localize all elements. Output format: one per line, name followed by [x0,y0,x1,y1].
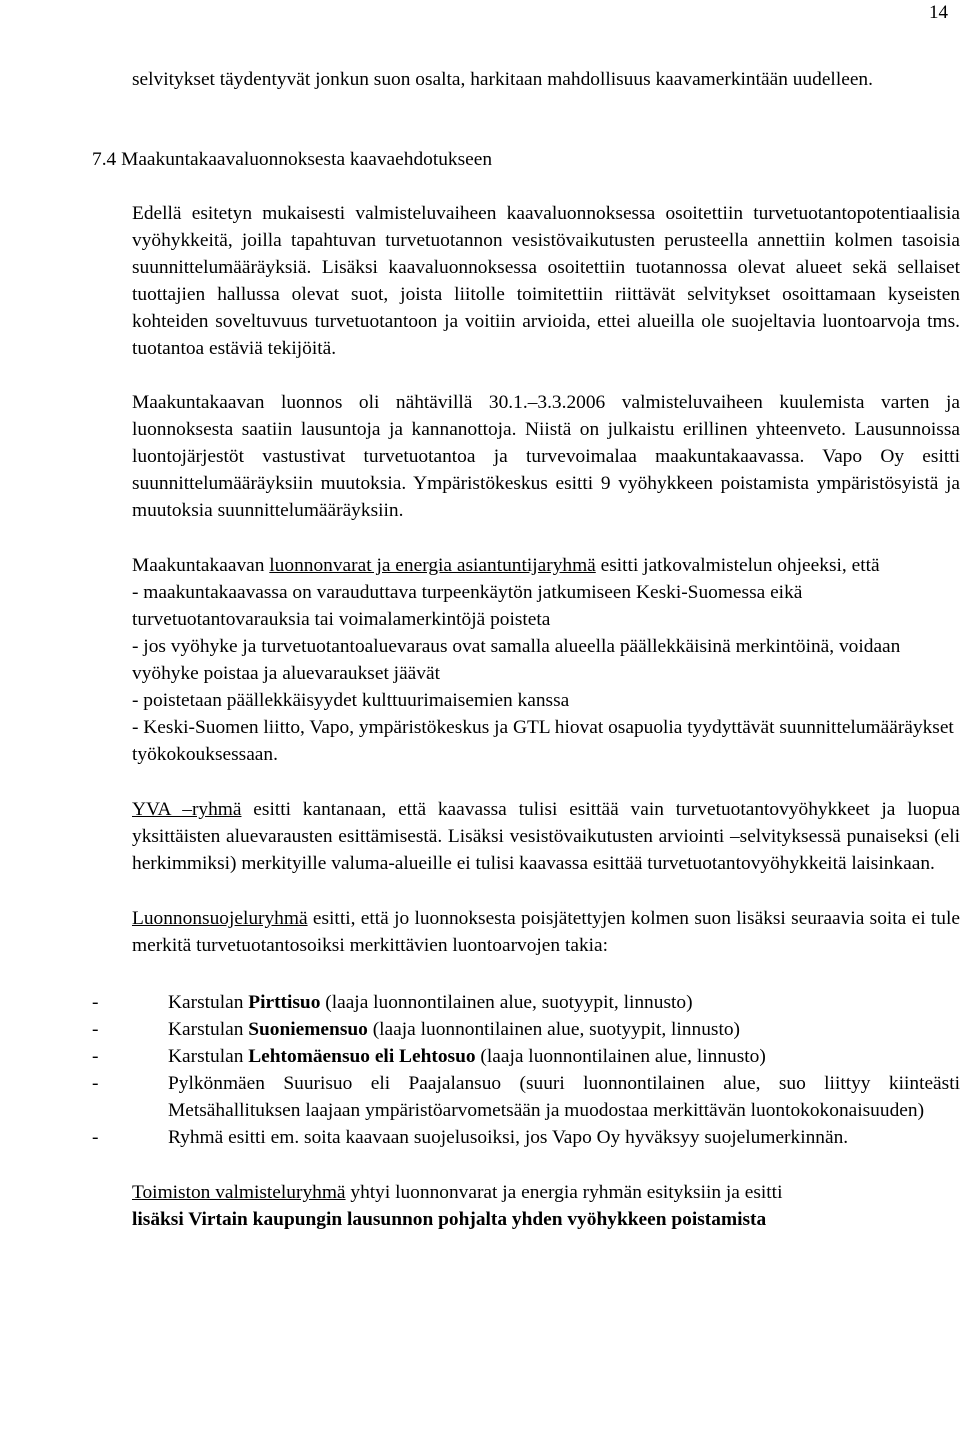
list-dash: - [92,1127,99,1148]
list-item-prefix: Ryhmä esitti em. soita kaavaan suojelusoiksi, jos Vapo Oy hyväksyy suojelumerkinnän. [168,1127,849,1148]
site-list [92,989,960,1151]
intro-paragraph: selvitykset täydentyvät jonkun suon osalta, harkitaan mahdollisuus kaavamerkintään uudelleen. [132,69,873,90]
paragraph-4 [132,796,960,877]
conservation-group-name: Luonnonsuojeluryhmä [132,908,308,929]
paragraph-5-text: esitti, että jo luonnoksesta poisjätettyjen kolmen suon lisäksi seuraavia soita ei tule merkitä turvetuotantosoiksi merkittävien luontoarvojen takia: [132,908,960,956]
paragraph-3-intro [132,552,960,579]
list-item-prefix: Pylkönmäen Suurisuo eli Paajalansuo (suuri luonnontilainen alue, suo liittyy kiinteästi Metsähallituksen laajaan ympäristöarvometsään ja muodostaa merkittävän luontokokonaisuuden) [168,1073,960,1121]
paragraph-4-text: esitti kantanaan, että kaavassa tulisi esittää vain turvetuotantovyöhykkeet ja luopua yksittäisten aluevarausten esittämisestä. Lisäksi vesistövaikutusten arviointi –selvityksessä punaiseksi (eli herkimmiksi) merkityille valuma-alueille ei tulisi kaavassa esittää turvetuotantovyöhykkeitä laisinkaan. [132,799,960,874]
list-item-site-name: Suoniemensuo [248,1019,368,1040]
list-dash: - [92,1073,99,1094]
guideline-line: - maakuntakaavassa on varauduttava turpeenkäytön jatkumiseen Keski-Suomessa eikä turvetuotantovarauksia tai voimalamerkintöjä poisteta [132,582,803,630]
list-dash: - [92,992,99,1013]
paragraph-3 [132,552,960,768]
guideline-line: - Keski-Suomen liitto, Vapo, ympäristökeskus ja GTL hiovat osapuolia tyydyttävät suunnittelumääräykset työkokouksessaan. [132,717,954,765]
list-item [92,1124,960,1151]
guideline-line: - poistetaan päällekkäisyydet kulttuurimaisemien kanssa [132,690,570,711]
list-item-suffix: (laaja luonnontilainen alue, linnusto) [475,1046,766,1067]
list-item-prefix: Karstulan [168,1019,249,1040]
list-item-site-name: Lehtomäensuo eli Lehtosuo [248,1046,476,1067]
list-dash: - [92,1019,99,1040]
page-number: 14 [929,2,948,23]
list-item [92,1043,960,1070]
list-dash: - [92,1046,99,1067]
expert-group-name: luonnonvarat ja energia asiantuntijaryhmä [269,555,596,576]
list-item [92,1070,960,1124]
office-group-name: Toimiston valmisteluryhmä [132,1182,346,1203]
guideline-line: - jos vyöhyke ja turvetuotantoaluevaraus ovat samalla alueella päällekkäisinä merkintöinä, voidaan vyöhyke poistaa ja aluevaraukset jäävät [132,636,901,684]
list-item-prefix: Karstulan [168,1046,249,1067]
section-heading: 7.4 Maakuntakaavaluonnoksesta kaavaehdotukseen [92,149,493,170]
paragraph-6-text: yhtyi luonnonvarat ja energia ryhmän esityksiin ja esitti [345,1182,783,1203]
list-item [92,1016,960,1043]
list-item-suffix: (laaja luonnontilainen alue, suotyypit, linnusto) [367,1019,740,1040]
list-item-suffix: (laaja luonnontilainen alue, suotyypit, linnusto) [320,992,693,1013]
paragraph-1: Edellä esitetyn mukaisesti valmisteluvaiheen kaavaluonnoksessa osoitettiin turvetuotantopotentiaalisia vyöhykkeitä, joilla tapahtuvan turvetuotannon vesistövaikutusten perusteella annettiin kolmen tasoisia suunnittelumääräyksiä. Lisäksi kaavaluonnoksessa osoitettiin tuotannossa olevat alueet sekä sellaiset tuottajien hallussa olevat suot, joista liitolle toimitettiin riittävät selvitykset osoittamaan kyseisten kohteiden soveltuvuus turvetuotantoon ja voitiin arvioida, ettei alueilla ole suojeltavia luontoarvoja tms. tuotantoa estäviä tekijöitä. [132,203,960,359]
document-body [92,66,960,1233]
paragraph-3-prefix: Maakuntakaavan [132,555,270,576]
list-item [92,989,960,1016]
paragraph-3-suffix: esitti jatkovalmistelun ohjeeksi, että [595,555,880,576]
paragraph-6-bold-line: lisäksi Virtain kaupungin lausunnon pohjalta yhden vyöhykkeen poistamista [132,1209,767,1230]
paragraph-2: Maakuntakaavan luonnos oli nähtävillä 30.1.–3.3.2006 valmisteluvaiheen kuulemista varten ja luonnoksesta saatiin lausuntoja ja kannanottoja. Niistä on julkaistu erillinen yhteenveto. Lausunnoissa luontojärjestöt vastustivat turvetuotantoa ja turvevoimalaa maakuntakaavassa. Vapo Oy esitti suunnittelumääräyksiin muutoksia. Ympäristökeskus esitti 9 vyöhykkeen poistamista ympäristösyistä ja muutoksia suunnittelumääräyksiin. [132,392,960,521]
paragraph-5 [132,905,960,959]
list-item-prefix: Karstulan [168,992,249,1013]
yva-group-name: YVA –ryhmä [132,799,242,820]
paragraph-6 [132,1179,960,1233]
list-item-site-name: Pirttisuo [248,992,321,1013]
